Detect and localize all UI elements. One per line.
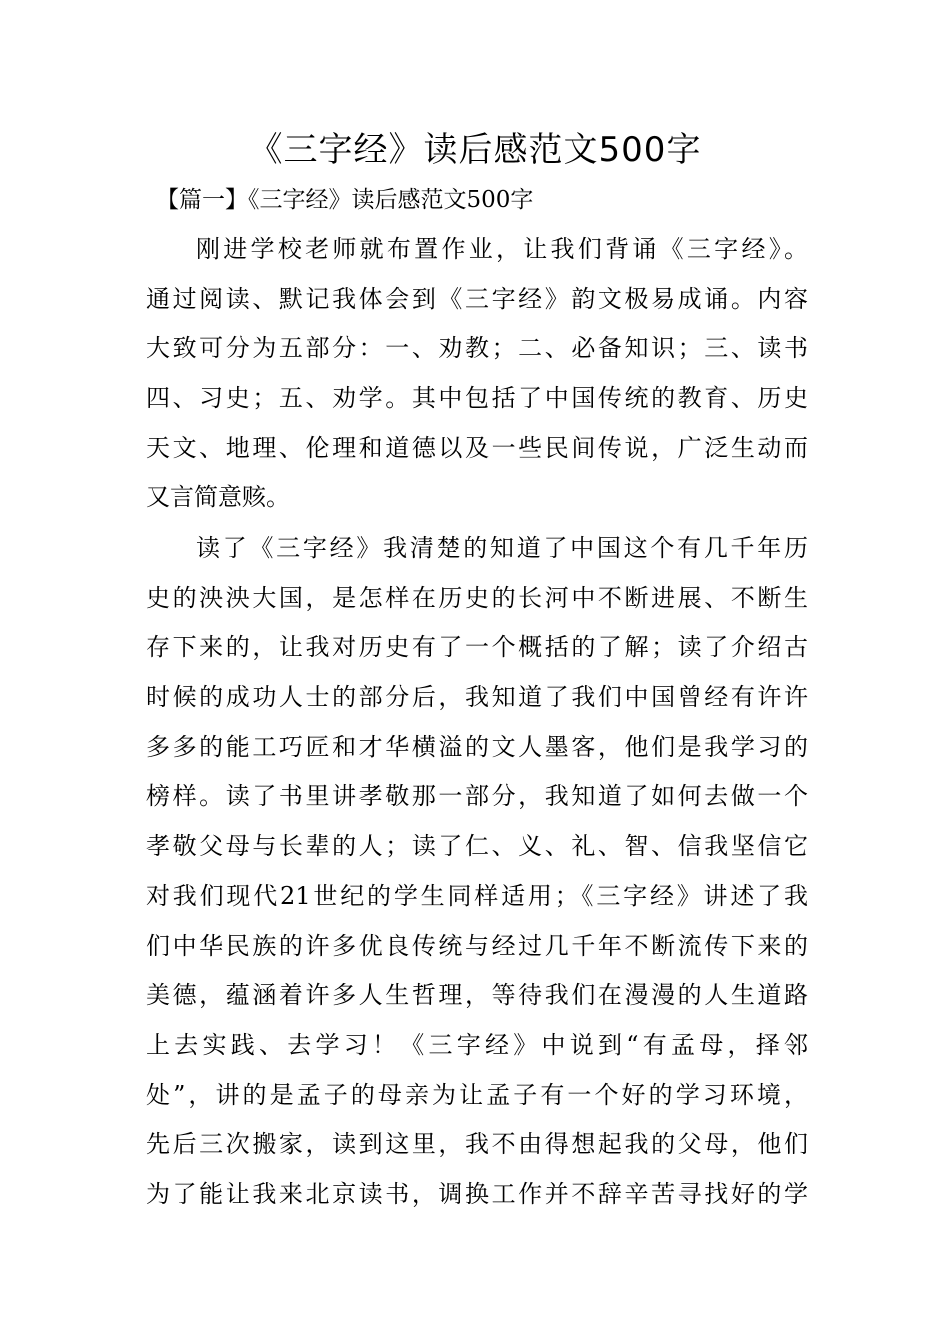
- paragraph-line: 为了能让我来北京读书，调换工作并不辞辛苦寻找好的学: [146, 1179, 808, 1208]
- paragraph-line: 先后三次搬家，读到这里，我不由得想起我的父母，他们: [146, 1130, 808, 1159]
- paragraph-line: 大致可分为五部分：一、劝教；二、必备知识；三、读书: [146, 334, 808, 363]
- paragraph-2: [146, 524, 808, 1220]
- paragraph-line: 天文、地理、伦理和道德以及一些民间传说，广泛生动而: [146, 433, 808, 462]
- paragraph-line: 美德，蕴涵着许多人生哲理，等待我们在漫漫的人生道路: [146, 981, 808, 1010]
- paragraph-line: 又言简意赅。: [146, 483, 290, 512]
- paragraph-line: 对我们现代21世纪的学生同样适用；《三字经》讲述了我: [146, 881, 808, 910]
- paragraph-line: 史的泱泱大国，是怎样在历史的长河中不断进展、不断生: [146, 583, 808, 612]
- paragraph-line: 孝敬父母与长辈的人；读了仁、义、礼、智、信我坚信它: [146, 832, 808, 861]
- paragraph-line: 们中华民族的许多优良传统与经过几千年不断流传下来的: [146, 931, 808, 960]
- paragraph-line: 刚进学校老师就布置作业，让我们背诵《三字经》。: [196, 235, 808, 263]
- paragraph-line: 读了《三字经》我清楚的知道了中国这个有几千年历: [196, 534, 808, 562]
- paragraph-line: 榜样。读了书里讲孝敬那一部分，我知道了如何去做一个: [146, 782, 808, 811]
- paragraph-line: 处”，讲的是孟子的母亲为让孟子有一个好的学习环境，: [146, 1080, 808, 1109]
- paragraph-line: 存下来的，让我对历史有了一个概括的了解；读了介绍古: [146, 633, 808, 662]
- paragraph-line: 通过阅读、默记我体会到《三字经》韵文极易成诵。内容: [146, 284, 808, 313]
- paragraph-line: 四、习史；五、劝学。其中包括了中国传统的教育、历史: [146, 384, 808, 413]
- section-heading: 【篇一】《三字经》读后感范文500字: [156, 187, 534, 213]
- document-title: 《三字经》读后感范文500字: [248, 130, 702, 170]
- paragraph-line: 时候的成功人士的部分后，我知道了我们中国曾经有许许: [146, 683, 808, 712]
- paragraph-line: 多多的能工巧匠和才华横溢的文人墨客，他们是我学习的: [146, 732, 808, 761]
- paragraph-1: [146, 225, 808, 523]
- paragraph-line: 上去实践、去学习！《三字经》中说到“有孟母，择邻: [146, 1030, 808, 1059]
